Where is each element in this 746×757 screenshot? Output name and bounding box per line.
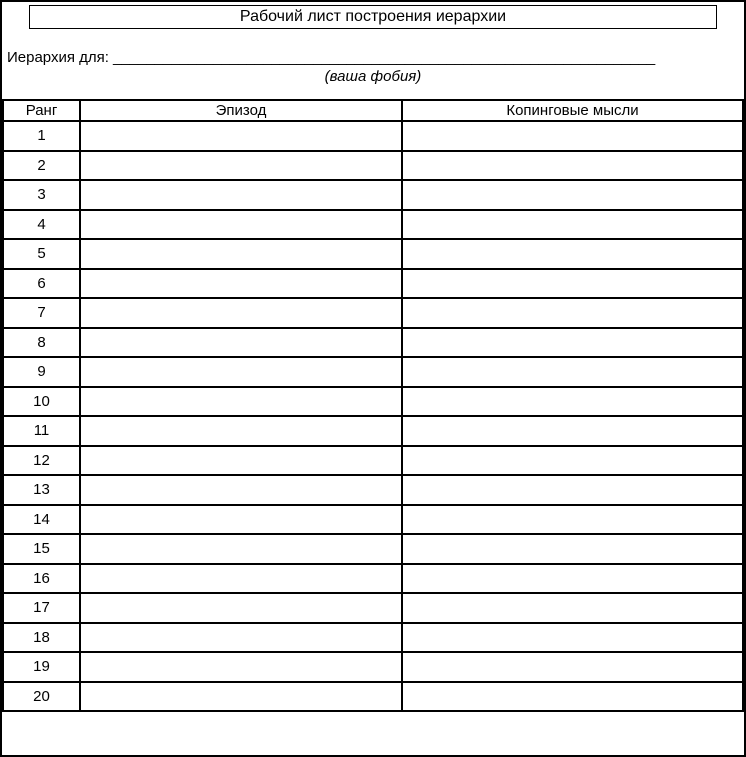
coping-cell — [402, 534, 743, 564]
rank-cell: 6 — [3, 269, 80, 299]
table-row — [3, 239, 743, 269]
hierarchy-table — [2, 99, 744, 712]
rank-cell: 18 — [3, 623, 80, 653]
coping-cell — [402, 328, 743, 358]
rank-cell: 15 — [3, 534, 80, 564]
coping-cell — [402, 357, 743, 387]
table-row — [3, 210, 743, 240]
episode-cell — [80, 239, 402, 269]
rank-cell: 7 — [3, 298, 80, 328]
episode-cell — [80, 446, 402, 476]
table-row — [3, 328, 743, 358]
table-header-row — [3, 100, 743, 121]
coping-cell — [402, 505, 743, 535]
col-header-coping: Копинговые мысли — [402, 100, 743, 121]
episode-cell — [80, 652, 402, 682]
table-header — [3, 100, 743, 121]
episode-cell — [80, 269, 402, 299]
coping-cell — [402, 298, 743, 328]
episode-cell — [80, 564, 402, 594]
rank-cell: 20 — [3, 682, 80, 712]
table-row — [3, 151, 743, 181]
table-row — [3, 593, 743, 623]
episode-cell — [80, 475, 402, 505]
coping-cell — [402, 180, 743, 210]
col-header-episode: Эпизод — [80, 100, 402, 121]
table-row — [3, 623, 743, 653]
episode-cell — [80, 180, 402, 210]
rank-cell: 11 — [3, 416, 80, 446]
hierarchy-for-blank-field: _________________________________________________________________ — [112, 49, 656, 66]
table-row — [3, 387, 743, 417]
hierarchy-for-line — [7, 49, 744, 67]
rank-cell: 1 — [3, 121, 80, 151]
episode-cell — [80, 534, 402, 564]
coping-cell — [402, 623, 743, 653]
table-row — [3, 534, 743, 564]
rank-cell: 4 — [3, 210, 80, 240]
hierarchy-for-label: Иерархия для: — [7, 49, 109, 66]
table-row — [3, 416, 743, 446]
episode-cell — [80, 387, 402, 417]
coping-cell — [402, 239, 743, 269]
table-row — [3, 180, 743, 210]
episode-cell — [80, 357, 402, 387]
table-row — [3, 475, 743, 505]
episode-cell — [80, 505, 402, 535]
rank-cell: 2 — [3, 151, 80, 181]
table-row — [3, 446, 743, 476]
table-row — [3, 357, 743, 387]
rank-cell: 8 — [3, 328, 80, 358]
coping-cell — [402, 593, 743, 623]
coping-cell — [402, 446, 743, 476]
rank-cell: 10 — [3, 387, 80, 417]
rank-cell: 19 — [3, 652, 80, 682]
rank-cell: 16 — [3, 564, 80, 594]
worksheet-title: Рабочий лист построения иерархии — [239, 8, 507, 25]
table-row — [3, 269, 743, 299]
coping-cell — [402, 564, 743, 594]
episode-cell — [80, 151, 402, 181]
rank-cell: 9 — [3, 357, 80, 387]
table-row — [3, 505, 743, 535]
episode-cell — [80, 682, 402, 712]
coping-cell — [402, 269, 743, 299]
rank-cell: 14 — [3, 505, 80, 535]
episode-cell — [80, 298, 402, 328]
table-row — [3, 652, 743, 682]
table-row — [3, 564, 743, 594]
table-row — [3, 298, 743, 328]
rank-cell: 12 — [3, 446, 80, 476]
episode-cell — [80, 623, 402, 653]
coping-cell — [402, 652, 743, 682]
episode-cell — [80, 121, 402, 151]
episode-cell — [80, 328, 402, 358]
episode-cell — [80, 593, 402, 623]
rank-cell: 5 — [3, 239, 80, 269]
episode-cell — [80, 416, 402, 446]
phobia-caption: (ваша фобия) — [324, 68, 422, 85]
worksheet-title-box — [29, 5, 717, 29]
coping-cell — [402, 682, 743, 712]
coping-cell — [402, 387, 743, 417]
table-row — [3, 121, 743, 151]
rank-cell: 17 — [3, 593, 80, 623]
episode-cell — [80, 210, 402, 240]
rank-cell: 3 — [3, 180, 80, 210]
table-row — [3, 682, 743, 712]
coping-cell — [402, 210, 743, 240]
coping-cell — [402, 416, 743, 446]
table-body — [3, 121, 743, 711]
col-header-rank: Ранг — [3, 100, 80, 121]
rank-cell: 13 — [3, 475, 80, 505]
coping-cell — [402, 151, 743, 181]
coping-cell — [402, 121, 743, 151]
coping-cell — [402, 475, 743, 505]
